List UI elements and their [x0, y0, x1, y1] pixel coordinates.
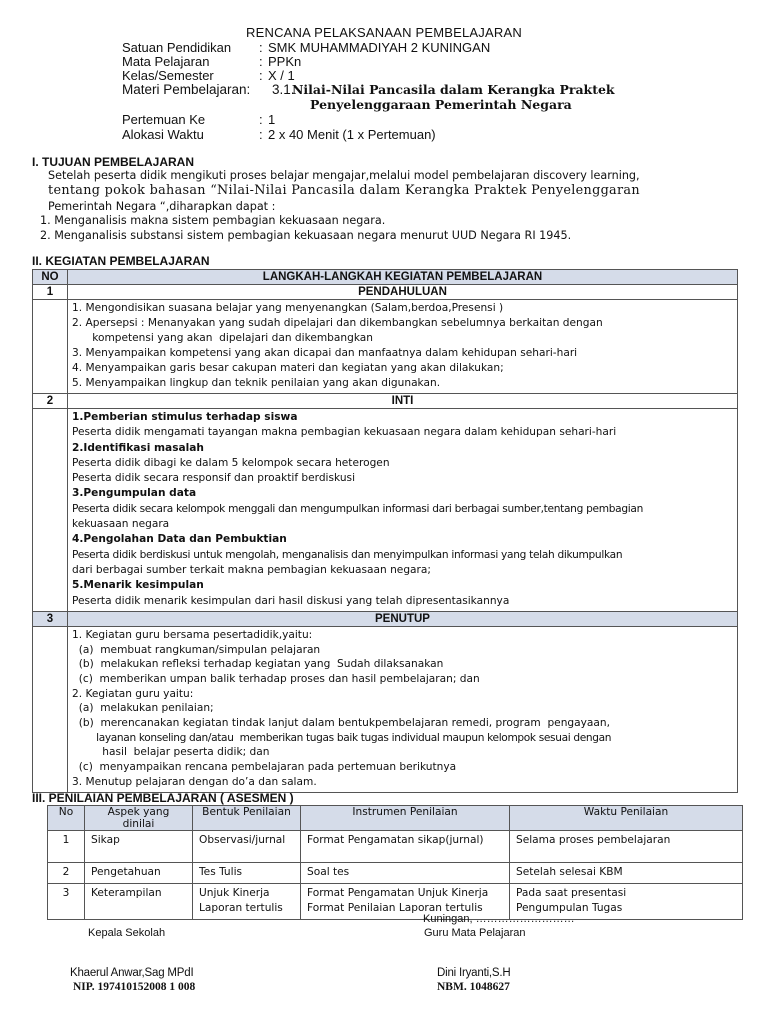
asesmen-header-row	[48, 806, 743, 831]
bentuk-item: Unjuk Kinerja	[199, 886, 270, 899]
penutup-line: (a) membuat rangkuman/simpulan pelajaran	[72, 643, 321, 656]
asesmen-row-bentuk: Observasi/jurnal	[193, 831, 301, 863]
place-date: Kuningan, ………………………	[423, 913, 575, 925]
instrumen-item: Format Pengamatan Unjuk Kinerja	[307, 886, 489, 899]
pendahuluan-line: kompetensi yang akan dipelajari dan dikembangkan	[72, 332, 373, 344]
inti-subheading: 5.Menarik kesimpulan	[72, 579, 204, 592]
section-penutup-header	[33, 611, 738, 626]
tujuan-line1: Setelah peserta didik mengikuti proses belajar mengajar,melalui model pembelajaran discovery learning,	[48, 169, 640, 182]
materi-title-line1: Nilai-Nilai Pancasila dalam Kerangka Praktek	[292, 82, 615, 97]
bentuk-item: Laporan tertulis	[199, 902, 283, 914]
inti-line: Peserta didik berdiskusi untuk mengolah, menganalisis dan menyimpulkan informasi yang telah dikumpulkan	[72, 548, 623, 561]
section-1-title: PENDAHULUAN	[68, 285, 738, 300]
penutup-line: layanan konseling dan/atau memberikan tugas baik tugas individual maupun kelompok sesuai dengan	[72, 731, 612, 744]
tujuan-line3: Pemerintah Negara “,diharapkan dapat :	[48, 200, 276, 213]
penutup-line: 3. Menutup pelajaran dengan do’a dan salam.	[72, 775, 317, 788]
satuan-label: Satuan Pendidikan	[122, 40, 232, 55]
asesmen-row	[48, 831, 743, 863]
asesmen-row-no: 2	[48, 863, 85, 884]
document-title: RENCANA PELAKSANAAN PEMBELAJARAN	[246, 25, 522, 40]
penutup-line: (b) merencanakan kegiatan tindak lanjut dalam bentukpembelajaran remedi, program pengayaan,	[72, 717, 610, 730]
materi-label: Materi Pembelajaran:	[122, 82, 251, 97]
section-3-empty-cell	[33, 626, 68, 792]
materi-number: 3.1.	[272, 82, 295, 97]
section-1-empty-cell	[33, 300, 68, 394]
waktu-item: Pengumpulan Tugas	[516, 902, 623, 914]
kegiatan-table	[32, 269, 738, 793]
asesmen-col-bentuk: Bentuk Penilaian	[193, 806, 301, 831]
pendahuluan-line: 1. Mengondisikan suasana belajar yang menyenangkan (Salam,berdoa,Presensi )	[72, 302, 504, 314]
kelas-label: Kelas/Semester	[122, 68, 214, 83]
inti-subheading: 4.Pengolahan Data dan Pembuktian	[72, 533, 287, 546]
inti-line: Peserta didik secara kelompok menggali dan mengumpulkan informasi dari berbagai sumber,tentang pembagian	[72, 502, 644, 515]
left-signer-name: Khaerul Anwar,Sag MPdI	[70, 967, 194, 979]
section-pendahuluan-body	[33, 300, 738, 394]
section-2-number: 2	[33, 394, 68, 409]
inti-line: Peserta didik dibagi ke dalam 5 kelompok secara heterogen	[72, 456, 390, 469]
inti-subheading: 2.Identifikasi masalah	[72, 441, 204, 454]
asesmen-row-no: 1	[48, 831, 85, 863]
section-inti-header	[33, 394, 738, 409]
pendahuluan-line: 4. Menyampaikan garis besar cakupan materi dan kegiatan yang akan dilakukan;	[72, 362, 504, 374]
asesmen-col-no: No	[48, 806, 85, 831]
section-pendahuluan-header	[33, 285, 738, 300]
materi-title-line2: Penyelenggaraan Pemerintah Negara	[310, 97, 572, 112]
asesmen-row-waktu: Selama proses pembelajaran	[510, 831, 743, 863]
asesmen-col-aspek: Aspek yang dinilai	[85, 806, 193, 831]
inti-line: dari berbagai sumber terkait makna pembagian kekuasaan negara;	[72, 563, 431, 576]
penutup-line: 1. Kegiatan guru bersama pesertadidik,yaitu:	[72, 628, 313, 641]
asesmen-row-aspek: Sikap	[85, 831, 193, 863]
inti-line: kekuasaan negara	[72, 518, 170, 531]
asesmen-row-no: 3	[48, 883, 85, 919]
asesmen-row-instrumen: Format Pengamatan sikap(jurnal)	[301, 831, 510, 863]
tujuan-line2: tentang pokok bahasan “Nilai-Nilai Pancasila dalam Kerangka Praktek Penyelenggaran	[48, 183, 640, 198]
section-2-empty-cell	[33, 409, 68, 612]
section-3-title: PENUTUP	[68, 611, 738, 626]
asesmen-row-aspek: Pengetahuan	[85, 863, 193, 884]
inti-line: Peserta didik secara responsif dan proaktif berdiskusi	[72, 472, 356, 485]
inti-subheading: 1.Pemberian stimulus terhadap siswa	[72, 411, 298, 423]
section-3-content	[68, 626, 738, 792]
pertemuan-colon: :	[259, 112, 263, 127]
penutup-line: 2. Kegiatan guru yaitu:	[72, 687, 194, 700]
inti-subheading: 3.Pengumpulan data	[72, 487, 197, 500]
alokasi-value: 2 x 40 Menit (1 x Pertemuan)	[268, 127, 436, 142]
penutup-line: (c) menyampaikan rencana pembelajaran pada pertemuan berikutnya	[72, 761, 457, 774]
kelas-value: X / 1	[268, 68, 295, 83]
mapel-label: Mata Pelajaran	[122, 54, 210, 69]
instrumen-item: Format Penilaian Laporan tertulis	[307, 902, 483, 914]
inti-line: Peserta didik mengamati tayangan makna pembagian kekuasaan negara dalam kehidupan sehari-hari	[72, 426, 617, 439]
right-signer-role: Guru Mata Pelajaran	[424, 927, 526, 939]
asesmen-col-waktu: Waktu Penilaian	[510, 806, 743, 831]
asesmen-row	[48, 883, 743, 919]
penutup-line: (c) memberikan umpan balik terhadap proses dan hasil pembelajaran; dan	[72, 672, 480, 685]
tujuan-item-1: 1. Menganalisis makna sistem pembagian kekuasaan negara.	[40, 214, 386, 227]
section-2-title: INTI	[68, 394, 738, 409]
section-2-content	[68, 409, 738, 612]
kegiatan-header-row	[33, 270, 738, 285]
mapel-value: PPKn	[268, 54, 302, 69]
inti-line: Peserta didik menarik kesimpulan dari hasil diskusi yang telah dipresentasikannya	[72, 594, 510, 607]
pendahuluan-line: 3. Menyampaikan kompetensi yang akan dicapai dan manfaatnya dalam kehidupan sehari-hari	[72, 347, 578, 359]
right-signer-name: Dini Iryanti,S.H	[437, 967, 511, 979]
asesmen-row	[48, 863, 743, 884]
penutup-line: hasil belajar peserta didik; dan	[72, 746, 270, 759]
tujuan-heading: I. TUJUAN PEMBELAJARAN	[32, 155, 195, 169]
mapel-colon: :	[259, 54, 263, 69]
pendahuluan-line: 2. Apersepsi : Menanyakan yang sudah dipelajari dan dikembangkan sebelumnya berkaitan dengan	[72, 317, 603, 329]
penutup-line: (b) melakukan refleksi terhadap kegiatan yang Sudah dilaksanakan	[72, 658, 444, 671]
tujuan-item-2: 2. Menganalisis substansi sistem pembagian kekuasaan negara menurut UUD Negara RI 1945.	[40, 229, 572, 242]
penutup-line: (a) melakukan penilaian;	[72, 702, 214, 715]
right-signer-id: NBM. 1048627	[437, 981, 510, 993]
pendahuluan-line: 5. Menyampaikan lingkup dan teknik penilaian yang akan digunakan.	[72, 377, 441, 389]
asesmen-heading: III. PENILAIAN PEMBELAJARAN ( ASESMEN )	[32, 791, 294, 805]
pertemuan-label: Pertemuan Ke	[122, 112, 206, 127]
left-signer-id: NIP. 197410152008 1 008	[73, 981, 196, 993]
kegiatan-heading: II. KEGIATAN PEMBELAJARAN	[32, 254, 210, 268]
satuan-colon: :	[259, 40, 263, 55]
section-3-number: 3	[33, 611, 68, 626]
col-no-header: NO	[33, 270, 68, 285]
col-langkah-header: LANGKAH-LANGKAH KEGIATAN PEMBELAJARAN	[68, 270, 738, 285]
pertemuan-value: 1	[268, 112, 276, 127]
waktu-item: Pada saat presentasi	[516, 886, 627, 899]
section-penutup-body	[33, 626, 738, 792]
alokasi-colon: :	[259, 127, 263, 142]
satuan-value: SMK MUHAMMADIYAH 2 KUNINGAN	[268, 40, 491, 55]
asesmen-row-waktu: Setelah selesai KBM	[510, 863, 743, 884]
asesmen-col-instrumen: Instrumen Penilaian	[301, 806, 510, 831]
asesmen-row-bentuk: Tes Tulis	[193, 863, 301, 884]
asesmen-row-instrumen: Soal tes	[301, 863, 510, 884]
asesmen-table	[47, 805, 743, 920]
asesmen-row-aspek: Keterampilan	[85, 883, 193, 919]
alokasi-label: Alokasi Waktu	[122, 127, 204, 142]
section-inti-body	[33, 409, 738, 612]
asesmen-row-bentuk	[193, 883, 301, 919]
section-1-content	[68, 300, 738, 394]
kelas-colon: :	[259, 68, 263, 83]
section-1-number: 1	[33, 285, 68, 300]
left-signer-role: Kepala Sekolah	[88, 927, 166, 939]
